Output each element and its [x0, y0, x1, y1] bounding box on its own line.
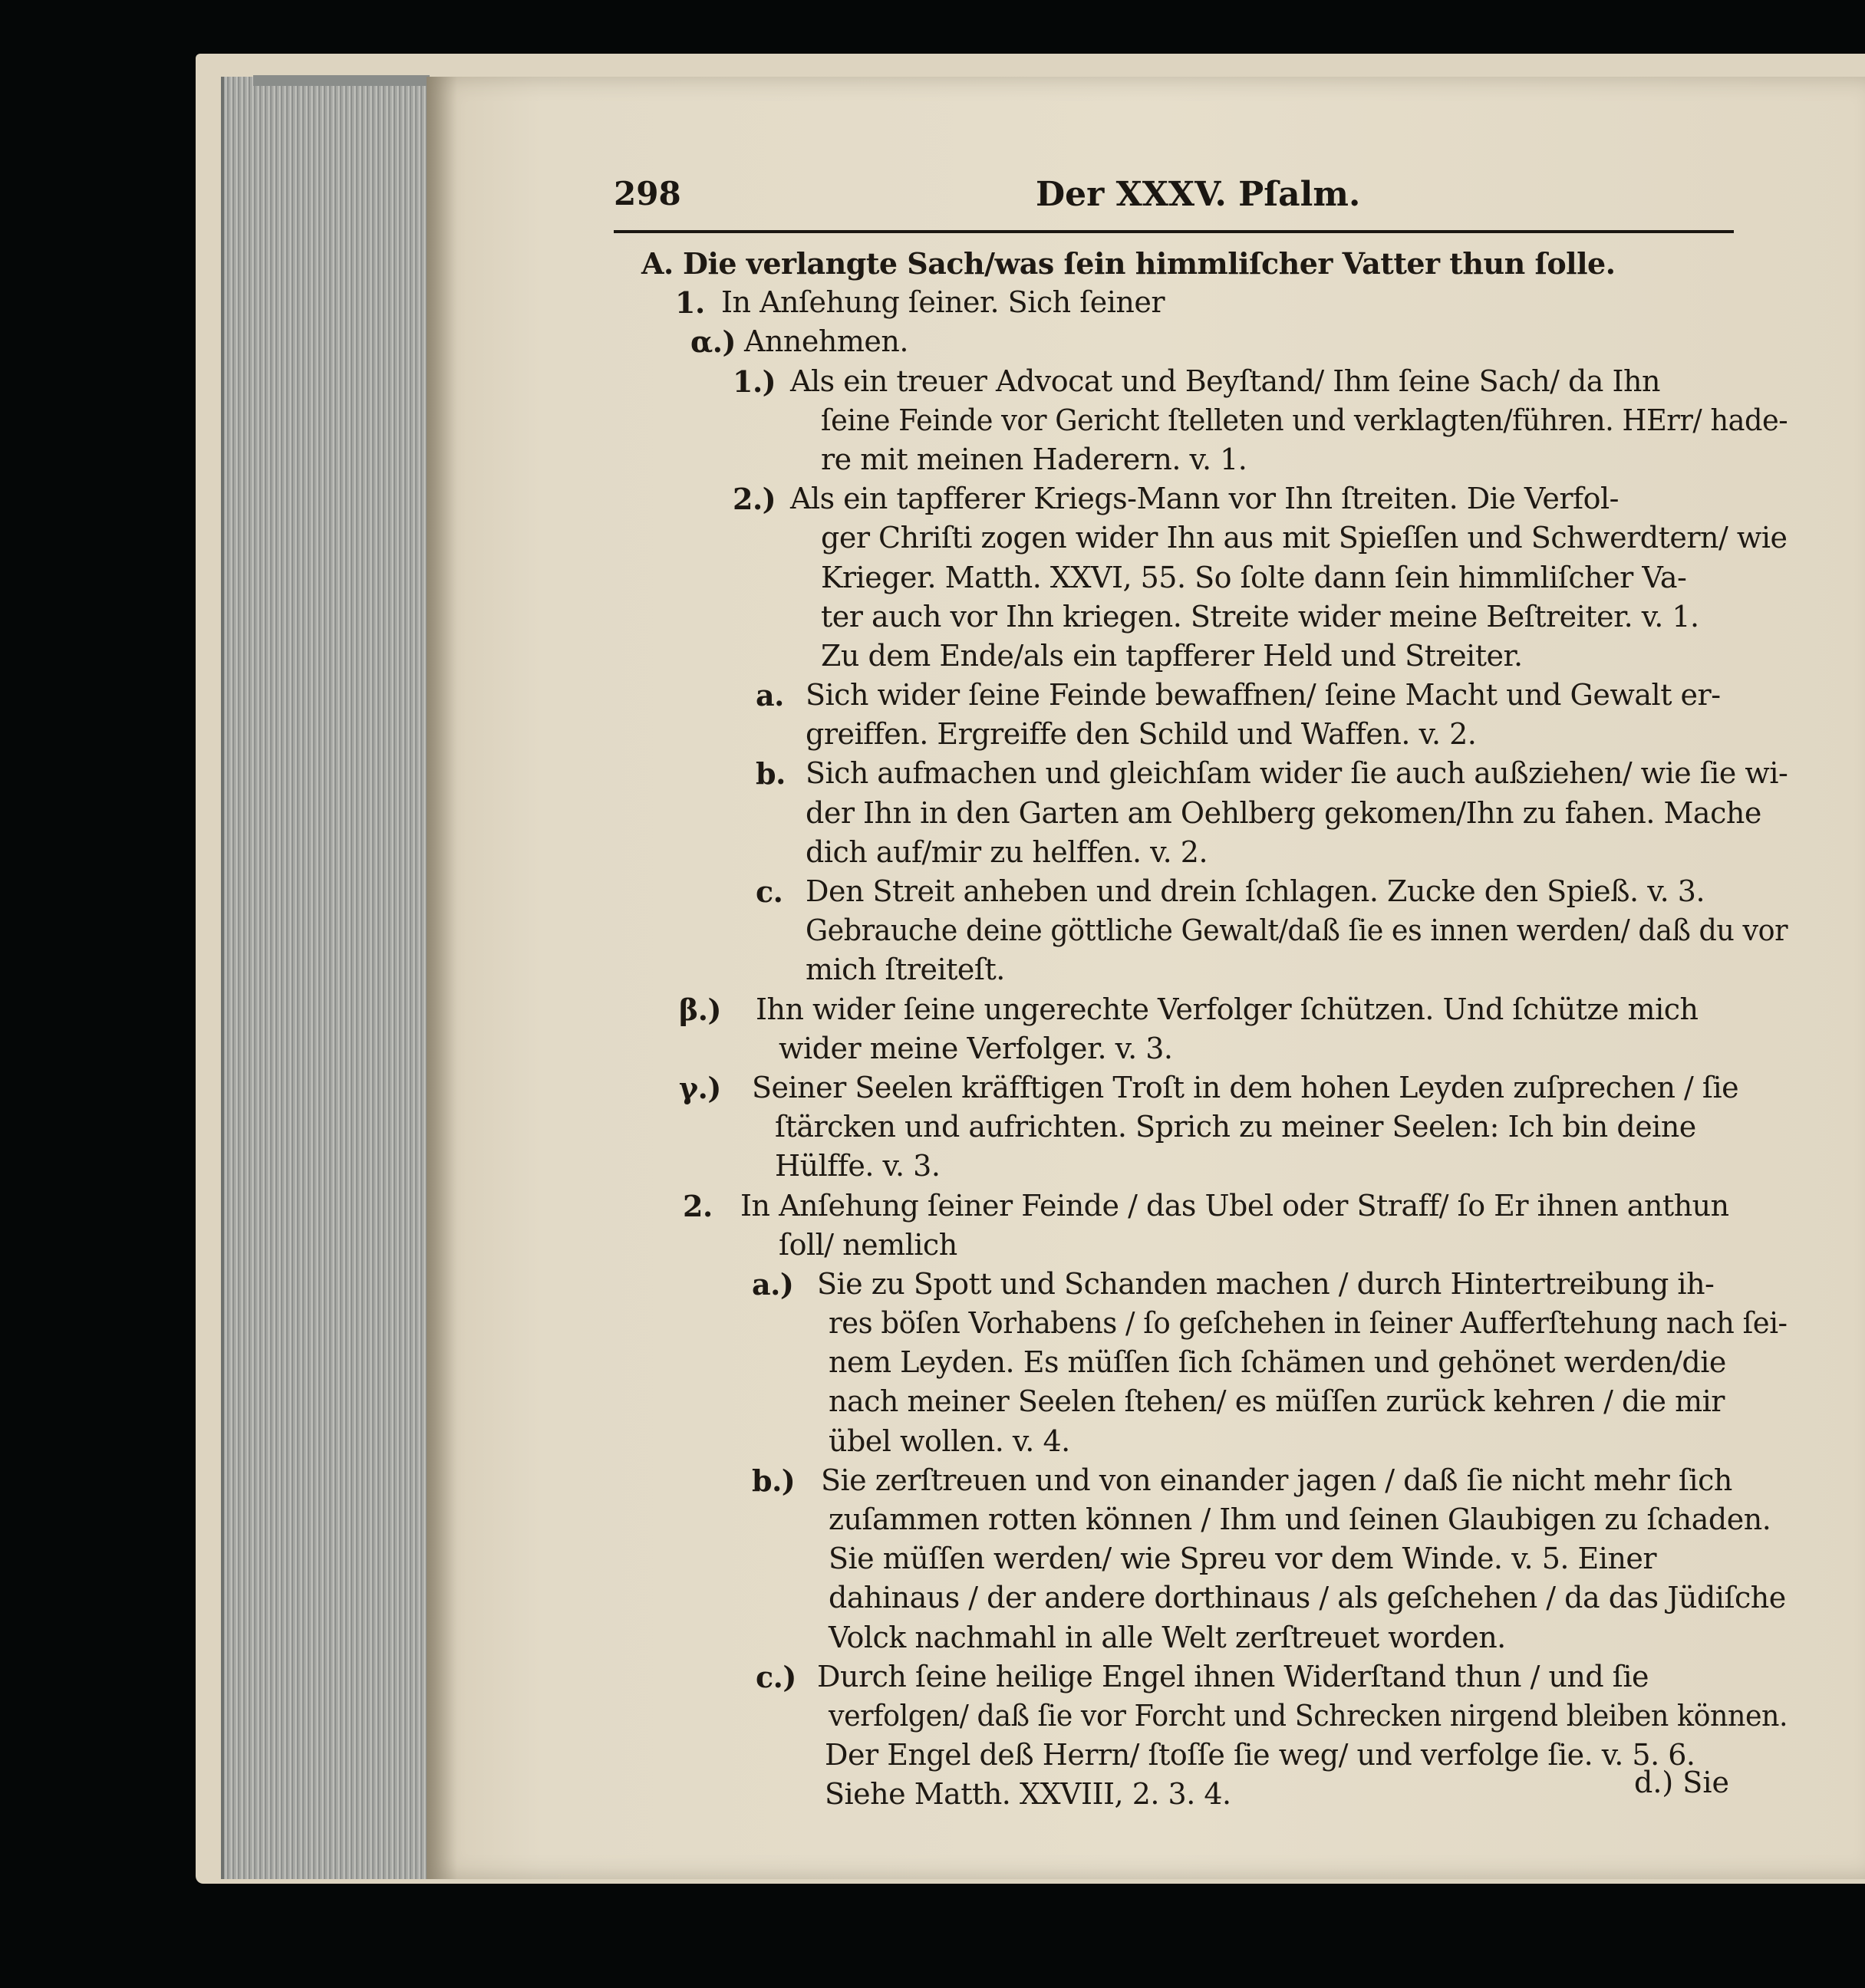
line-text: In Anſehung ſeiner. Sich ſeiner: [721, 285, 1165, 320]
text-line: [614, 322, 1765, 361]
line-text: Ihn wider ſeine ungerechte Verfolger ſchützen. Und ſchütze mich: [756, 992, 1699, 1026]
line-text: nem Leyden. Es müſſen ſich ſchämen und gehönet werden/die: [829, 1345, 1726, 1380]
text-line: [614, 1304, 1788, 1343]
line-text: Sie zu Spott und Schanden machen / durch Hintertreibung ih-: [817, 1266, 1715, 1301]
line-text: Sich wider ſeine Feinde bewaffnen/ ſeine Macht und Gewalt er-: [806, 678, 1721, 713]
text-line: [614, 872, 1765, 911]
line-text: In Anſehung ſeiner Feinde / das Ubel oder Straff/ ſo Er ihnen anthun: [740, 1188, 1729, 1223]
line-text: Annehmen.: [744, 324, 908, 359]
line-text: Sie müſſen werden/ wie Spreu vor dem Winde. v. 5. Einer: [829, 1542, 1657, 1576]
page-edges: [221, 77, 430, 1879]
header-rule: [614, 230, 1734, 233]
text-line: [614, 597, 1765, 637]
line-text: Sie zerſtreuen und von einander jagen / daß ſie nicht mehr ſich: [821, 1463, 1732, 1497]
text-line: [614, 1657, 1765, 1697]
line-text: Gebrauche deine göttliche Gewalt/daß ſie es innen werden/ daß du vor: [806, 913, 1788, 948]
line-text: wider meine Verfolger. v. 3.: [779, 1031, 1173, 1065]
line-text: nach meiner Seelen ſtehen/ es müſſen zurück kehren / die mir: [829, 1384, 1725, 1419]
line-text: Hülffe. v. 3.: [775, 1149, 941, 1183]
text-line: [614, 283, 1765, 322]
outline-marker: 1.): [733, 364, 776, 399]
text-line: [614, 715, 1765, 754]
line-text: Der Engel deß Herrn/ ſtoſſe ſie weg/ und verfolge ſie. v. 5. 6.: [825, 1738, 1695, 1772]
line-text: dahinaus / der andere dorthinaus / als geſchehen / da das Jüdiſche: [829, 1581, 1786, 1615]
text-line: [614, 1500, 1771, 1539]
outline-marker: a.: [756, 678, 784, 713]
outline-marker: a.): [752, 1266, 794, 1302]
outline-marker: 2.): [733, 482, 776, 517]
text-line: [614, 1226, 1765, 1265]
line-text: zuſammen rotten können / Ihm und ſeinen Glaubigen zu ſchaden.: [829, 1503, 1771, 1536]
text-line: [614, 833, 1765, 872]
text-line: [614, 1539, 1765, 1578]
text-line: [614, 1736, 1765, 1775]
line-text: Seiner Seelen kräfftigen Troſt in dem hohen Leyden zuſprechen / ſie: [752, 1070, 1739, 1104]
gutter-shadow: [427, 77, 457, 1879]
outline-marker: b.: [756, 756, 786, 792]
outline-marker: A.: [641, 246, 674, 281]
outline-marker: β.): [679, 992, 721, 1027]
line-text: greiffen. Ergreiffe den Schild und Waffen. v. 2.: [806, 717, 1477, 752]
line-text: ſoll/ nemlich: [779, 1227, 957, 1262]
line-text: mich ſtreiteſt.: [806, 953, 1005, 987]
line-text: res böſen Vorhabens / ſo geſchehen in ſeiner Aufferſtehung nach ſei-: [829, 1306, 1788, 1341]
text-line: [614, 1108, 1765, 1147]
outline-marker: c.: [756, 874, 783, 909]
text-line: [614, 1029, 1765, 1068]
text-line: [614, 1461, 1765, 1500]
line-text: ter auch vor Ihn kriegen. Streite wider meine Beſtreiter. v. 1.: [821, 599, 1699, 634]
page-number: 298: [614, 175, 681, 212]
page-text: [614, 244, 1788, 1815]
line-text: ſtärcken und aufrichten. Sprich zu meiner Seelen: Ich bin deine: [775, 1110, 1696, 1144]
line-text: der Ihn in den Garten am Oehlberg gekomen/Ihn zu fahen. Mache: [806, 795, 1761, 830]
text-line: [614, 754, 1788, 793]
line-text: verfolgen/ daß ſie vor Forcht und Schrecken nirgend bleiben können.: [829, 1698, 1788, 1733]
running-head: [614, 175, 1734, 221]
line-text: Volck nachmahl in alle Welt zerſtreuet worden.: [829, 1620, 1506, 1654]
text-line: [614, 1697, 1788, 1736]
text-line: [614, 401, 1788, 440]
text-line: [614, 558, 1765, 597]
line-text: ger Chriſti zogen wider Ihn aus mit Spieſſen und Schwerdtern/ wie: [821, 521, 1788, 555]
outline-marker: α.): [690, 324, 736, 360]
text-line: [614, 990, 1765, 1029]
outline-marker: 2.: [683, 1188, 713, 1223]
line-text: Den Streit anheben und drein ſchlagen. Zucke den Spieß. v. 3.: [806, 874, 1705, 908]
text-line: [614, 244, 1765, 283]
text-line: [614, 518, 1788, 558]
text-line: [614, 1578, 1786, 1618]
line-text: übel wollen. v. 4.: [829, 1424, 1070, 1458]
text-line: [614, 479, 1765, 518]
text-line: [614, 1382, 1765, 1421]
text-line: [614, 1068, 1765, 1108]
line-text: Krieger. Matth. XXVI, 55. So ſolte dann ſein himmliſcher Va-: [821, 560, 1687, 594]
catchword: d.) Sie: [1634, 1766, 1729, 1799]
text-line: [614, 637, 1765, 676]
text-line: [614, 1775, 1765, 1814]
text-line: [614, 1187, 1765, 1226]
text-line: [614, 1343, 1765, 1382]
outline-marker: 1.: [675, 285, 705, 321]
page-edges-top: [253, 75, 430, 86]
text-line: [614, 911, 1788, 950]
line-text: Sich aufmachen und gleichſam wider ſie auch außziehen/ wie ſie wi-: [806, 756, 1788, 791]
text-line: [614, 1265, 1765, 1304]
line-text: Als ein treuer Advocat und Beyſtand/ Ihm ſeine Sach/ da Ihn: [790, 364, 1660, 398]
text-line: [614, 1618, 1765, 1657]
line-text: Durch ſeine heilige Engel ihnen Widerſtand thun / und ſie: [817, 1659, 1649, 1693]
text-line: [614, 950, 1765, 989]
text-line: [614, 794, 1765, 833]
line-text: Die verlangte Sach/was ſein himmliſcher Vatter thun ſolle.: [683, 246, 1616, 281]
text-line: [614, 440, 1765, 479]
line-text: re mit meinen Haderern. v. 1.: [821, 442, 1247, 476]
text-line: [614, 1422, 1765, 1461]
line-text: Siehe Matth. XXVIII, 2. 3. 4.: [825, 1777, 1231, 1812]
line-text: Zu dem Ende/als ein tapfferer Held und Streiter.: [821, 638, 1523, 673]
page-title: Der XXXV. Pſalm.: [1036, 175, 1361, 214]
line-text: ſeine Feinde vor Gericht ſtelleten und verklagten/führen. HErr/ hade-: [821, 403, 1788, 437]
outline-marker: γ.): [679, 1070, 721, 1105]
line-text: Als ein tapfferer Kriegs-Mann vor Ihn ſtreiten. Die Verfol-: [790, 482, 1619, 516]
text-line: [614, 362, 1765, 401]
line-text: dich auf/mir zu helffen. v. 2.: [806, 834, 1208, 869]
text-line: [614, 1147, 1765, 1186]
text-line: [614, 676, 1765, 715]
outline-marker: c.): [756, 1659, 796, 1694]
outline-marker: b.): [752, 1463, 796, 1498]
